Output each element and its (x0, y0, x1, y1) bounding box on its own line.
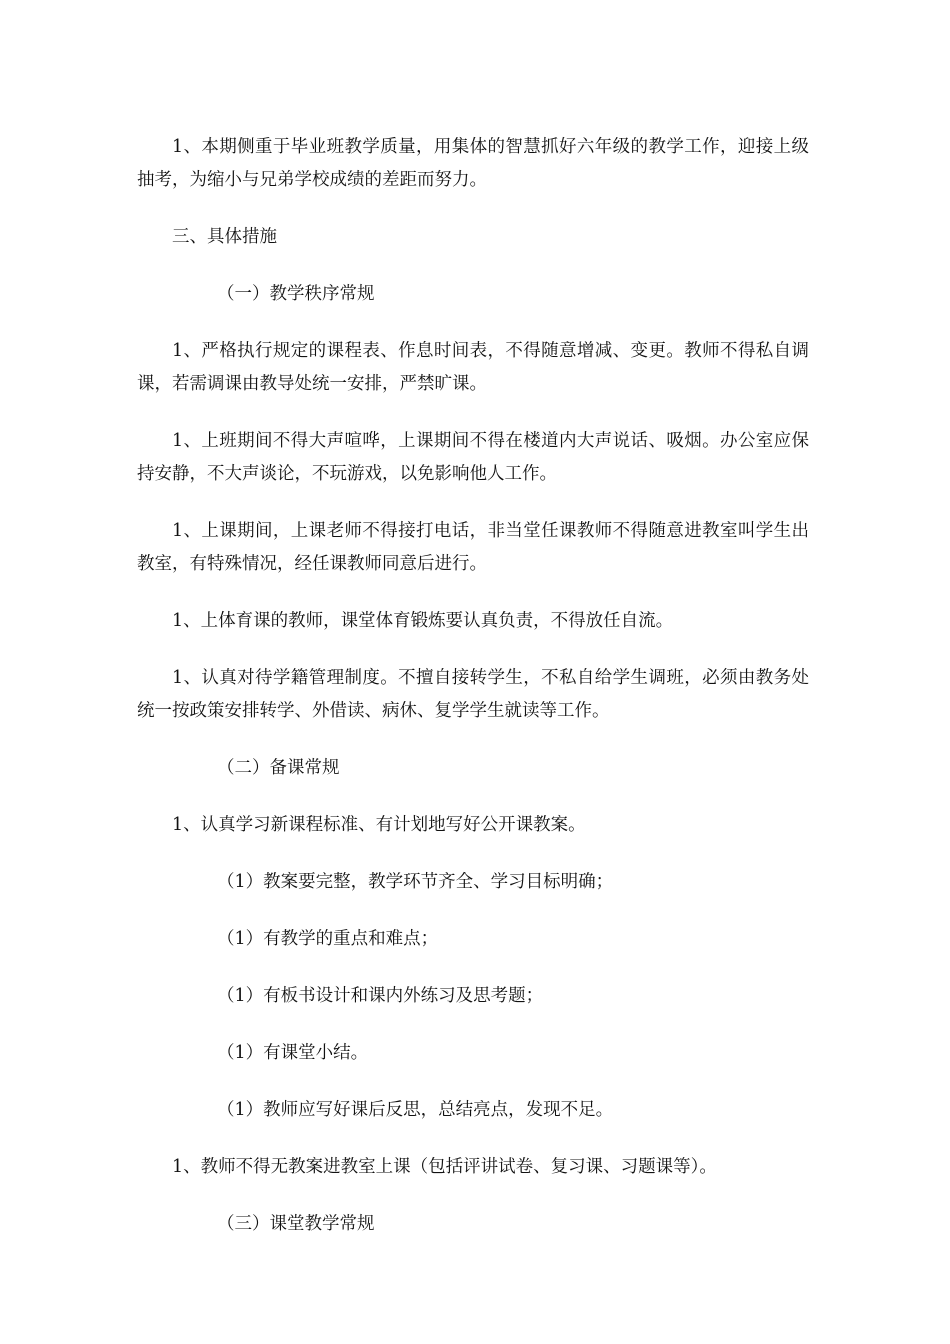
paragraph-order-5: 1、认真对待学籍管理制度。不擅自接转学生，不私自给学生调班，必须由教务处统一按政策安排转学、外借读、病休、复学学生就读等工作。 (137, 668, 809, 721)
subheading-classroom: （三）课堂教学常规 (217, 1214, 375, 1234)
paragraph-prep-2: 1、教师不得无教案进教室上课（包括评讲试卷、复习课、习题课等）。 (172, 1157, 717, 1177)
list-item-prep-e: （1）教师应写好课后反思，总结亮点，发现不足。 (217, 1100, 614, 1120)
heading-section-3: 三、具体措施 (172, 227, 277, 247)
list-item-prep-b: （1）有教学的重点和难点； (217, 929, 439, 949)
paragraph-order-1: 1、严格执行规定的课程表、作息时间表，不得随意增减、变更。教师不得私自调课，若需调课由教导处统一安排，严禁旷课。 (137, 341, 809, 394)
list-item-prep-c: （1）有板书设计和课内外练习及思考题； (217, 986, 544, 1006)
paragraph-order-2: 1、上班期间不得大声喧哗，上课期间不得在楼道内大声说话、吸烟。办公室应保持安静，不大声谈论，不玩游戏，以免影响他人工作。 (137, 431, 809, 484)
paragraph-order-3: 1、上课期间，上课老师不得接打电话，非当堂任课教师不得随意进教室叫学生出教室，有特殊情况，经任课教师同意后进行。 (137, 521, 809, 574)
paragraph-goal-1: 1、本期侧重于毕业班教学质量，用集体的智慧抓好六年级的教学工作，迎接上级抽考，为缩小与兄弟学校成绩的差距而努力。 (137, 137, 809, 190)
list-item-prep-a: （1）教案要完整，教学环节齐全、学习目标明确； (217, 872, 614, 892)
subheading-lesson-prep: （二）备课常规 (217, 758, 340, 778)
list-item-prep-d: （1）有课堂小结。 (217, 1043, 369, 1063)
subheading-teaching-order: （一）教学秩序常规 (217, 284, 375, 304)
paragraph-prep-1: 1、认真学习新课程标准、有计划地写好公开课教案。 (172, 815, 586, 835)
document-body (137, 131, 809, 1265)
paragraph-order-4: 1、上体育课的教师，课堂体育锻炼要认真负责，不得放任自流。 (172, 611, 674, 631)
